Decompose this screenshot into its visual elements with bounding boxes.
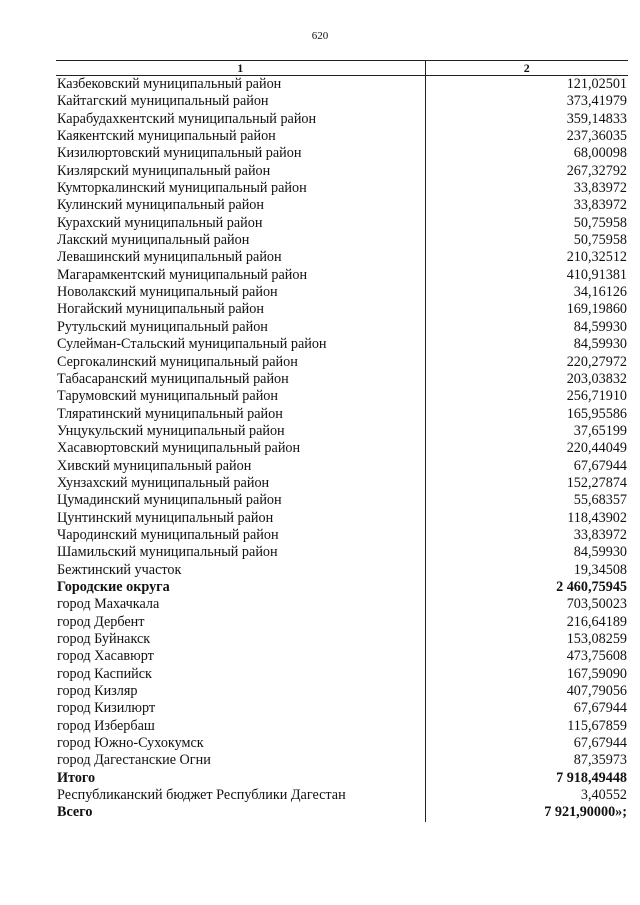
- table-row: [56, 145, 628, 162]
- table-row: [56, 648, 628, 665]
- row-name: Тляратинский муниципальный район: [57, 405, 283, 422]
- row-name: Казбековский муниципальный район: [57, 76, 282, 92]
- table-row: [56, 596, 628, 613]
- row-name: Каякентский муниципальный район: [57, 128, 276, 145]
- row-value: 68,00098: [425, 145, 628, 162]
- row-value: 2 460,75945: [425, 579, 628, 596]
- row-value: 34,16126: [425, 284, 628, 301]
- table-row: [56, 249, 628, 266]
- table-row: [56, 475, 628, 492]
- row-value: 216,64189: [425, 614, 628, 631]
- table-row: [56, 180, 628, 197]
- row-name: Унцукульский муниципальный район: [57, 422, 285, 439]
- row-value: 118,43902: [425, 510, 628, 527]
- row-name: Левашинский муниципальный район: [57, 249, 282, 266]
- row-name: Республиканский бюджет Республики Дагестан: [57, 787, 346, 804]
- row-value: 359,14833: [425, 111, 628, 128]
- row-name: город Буйнакск: [57, 631, 151, 647]
- row-name: город Дербент: [57, 613, 145, 630]
- row-value: 220,27972: [425, 354, 628, 371]
- row-name: Чародинский муниципальный район: [57, 526, 279, 543]
- row-name: Кизлярский муниципальный район: [57, 162, 271, 179]
- row-value: 473,75608: [425, 648, 628, 665]
- row-name: Хасавюртовский муниципальный район: [57, 440, 301, 457]
- row-value: 37,65199: [425, 423, 628, 440]
- row-value: 19,34508: [425, 562, 628, 579]
- row-name: город Избербаш: [57, 717, 155, 734]
- row-name: город Кизилюрт: [57, 700, 156, 717]
- row-value: 33,83972: [425, 180, 628, 197]
- row-value: 50,75958: [425, 232, 628, 249]
- row-value: 237,36035: [425, 128, 628, 145]
- row-name: Новолакский муниципальный район: [57, 284, 278, 301]
- row-value: 84,59930: [425, 544, 628, 561]
- row-value: 165,95586: [425, 406, 628, 423]
- row-name: Бежтинский участок: [57, 561, 182, 578]
- table-row: [56, 562, 628, 579]
- row-value: 256,71910: [425, 388, 628, 405]
- table-row: [56, 388, 628, 405]
- row-name: город Каспийск: [57, 665, 152, 682]
- table-row: [56, 787, 628, 804]
- table-row: [56, 440, 628, 457]
- column-header-2: 2: [425, 61, 628, 76]
- row-value: 152,27874: [425, 475, 628, 492]
- allocation-table: [56, 60, 628, 822]
- table-row: [56, 197, 628, 214]
- row-name: город Дагестанские Огни: [57, 752, 211, 769]
- row-value: 7 921,90000»;: [425, 804, 628, 821]
- row-name: Ногайский муниципальный район: [57, 301, 264, 318]
- row-name: Кизилюртовский муниципальный район: [57, 145, 302, 162]
- table-row: [56, 336, 628, 353]
- row-value: 33,83972: [425, 197, 628, 214]
- row-value: 7 918,49448: [425, 770, 628, 787]
- row-value: 67,67944: [425, 700, 628, 717]
- row-name: город Махачкала: [57, 596, 160, 613]
- table-row: [56, 93, 628, 110]
- row-value: 84,59930: [425, 319, 628, 336]
- row-value: 373,41979: [425, 93, 628, 110]
- table-row: [56, 232, 628, 249]
- row-name: Кайтагский муниципальный район: [57, 93, 269, 110]
- row-name: город Южно-Сухокумск: [57, 735, 204, 752]
- row-name: Рутульский муниципальный район: [57, 318, 268, 335]
- table-row: [56, 527, 628, 544]
- row-name: Цунтинский муниципальный район: [57, 509, 274, 526]
- row-value: 220,44049: [425, 440, 628, 457]
- row-value: 67,67944: [425, 458, 628, 475]
- row-name: Магарамкентский муниципальный район: [57, 266, 308, 283]
- table-row: [56, 284, 628, 301]
- row-value: 50,75958: [425, 215, 628, 232]
- row-name: Кумторкалинский муниципальный район: [57, 180, 307, 197]
- table-row: [56, 631, 628, 648]
- table-row: [56, 735, 628, 752]
- row-value: 33,83972: [425, 527, 628, 544]
- row-value: 87,35973: [425, 752, 628, 769]
- table-body: [56, 76, 628, 822]
- row-value: 703,50023: [425, 596, 628, 613]
- table-row: [56, 371, 628, 388]
- table-row: [56, 406, 628, 423]
- row-value: 210,32512: [425, 249, 628, 266]
- page-number: 620: [311, 30, 329, 42]
- row-value: 67,67944: [425, 735, 628, 752]
- table-row: [56, 683, 628, 700]
- table-row: [56, 718, 628, 735]
- table-row: [56, 301, 628, 318]
- table-row: [56, 111, 628, 128]
- row-name: Курахский муниципальный район: [57, 214, 263, 231]
- row-name: Сергокалинский муниципальный район: [57, 353, 298, 370]
- table-row: [56, 666, 628, 683]
- header-row: [56, 61, 628, 76]
- table-row: [56, 76, 628, 94]
- row-value: 3,40552: [425, 787, 628, 804]
- row-name: город Кизляр: [57, 683, 138, 700]
- table-row-total: [56, 579, 628, 596]
- row-value: 203,03832: [425, 371, 628, 388]
- row-name: Цумадинский муниципальный район: [57, 492, 282, 509]
- table-row: [56, 614, 628, 631]
- row-value: 267,32792: [425, 163, 628, 180]
- table-row: [56, 267, 628, 284]
- table-row: [56, 752, 628, 769]
- row-name: Тарумовский муниципальный район: [57, 388, 278, 405]
- row-name: Кулинский муниципальный район: [57, 197, 264, 214]
- row-name: город Хасавюрт: [57, 648, 154, 665]
- row-value: 121,02501: [425, 76, 628, 94]
- table-row: [56, 544, 628, 561]
- row-name: Шамильский муниципальный район: [57, 544, 278, 561]
- table-row: [56, 354, 628, 371]
- table-header: [56, 61, 628, 76]
- row-name: Карабудахкентский муниципальный район: [57, 110, 317, 127]
- row-name: Всего: [57, 804, 93, 821]
- table-row: [56, 700, 628, 717]
- table-row: [56, 458, 628, 475]
- row-value: 84,59930: [425, 336, 628, 353]
- row-value: 153,08259: [425, 631, 628, 648]
- row-name: Городские округа: [57, 578, 170, 595]
- row-name: Сулейман-Стальский муниципальный район: [57, 336, 327, 353]
- row-value: 410,91381: [425, 267, 628, 284]
- row-value: 169,19860: [425, 301, 628, 318]
- table-row-total: [56, 804, 628, 821]
- table-row: [56, 128, 628, 145]
- row-value: 115,67859: [425, 718, 628, 735]
- table-row-total: [56, 770, 628, 787]
- row-name: Хунзахский муниципальный район: [57, 474, 270, 491]
- row-value: 55,68357: [425, 492, 628, 509]
- table-row: [56, 423, 628, 440]
- row-value: 167,59090: [425, 666, 628, 683]
- table-row: [56, 492, 628, 509]
- table-row: [56, 163, 628, 180]
- row-name: Хивский муниципальный район: [57, 457, 252, 474]
- table-row: [56, 319, 628, 336]
- table-row: [56, 510, 628, 527]
- row-name: Итого: [57, 769, 96, 786]
- row-name: Табасаранский муниципальный район: [57, 370, 289, 387]
- column-header-1: 1: [56, 61, 425, 76]
- table-row: [56, 215, 628, 232]
- row-value: 407,79056: [425, 683, 628, 700]
- row-name: Лакский муниципальный район: [57, 232, 250, 249]
